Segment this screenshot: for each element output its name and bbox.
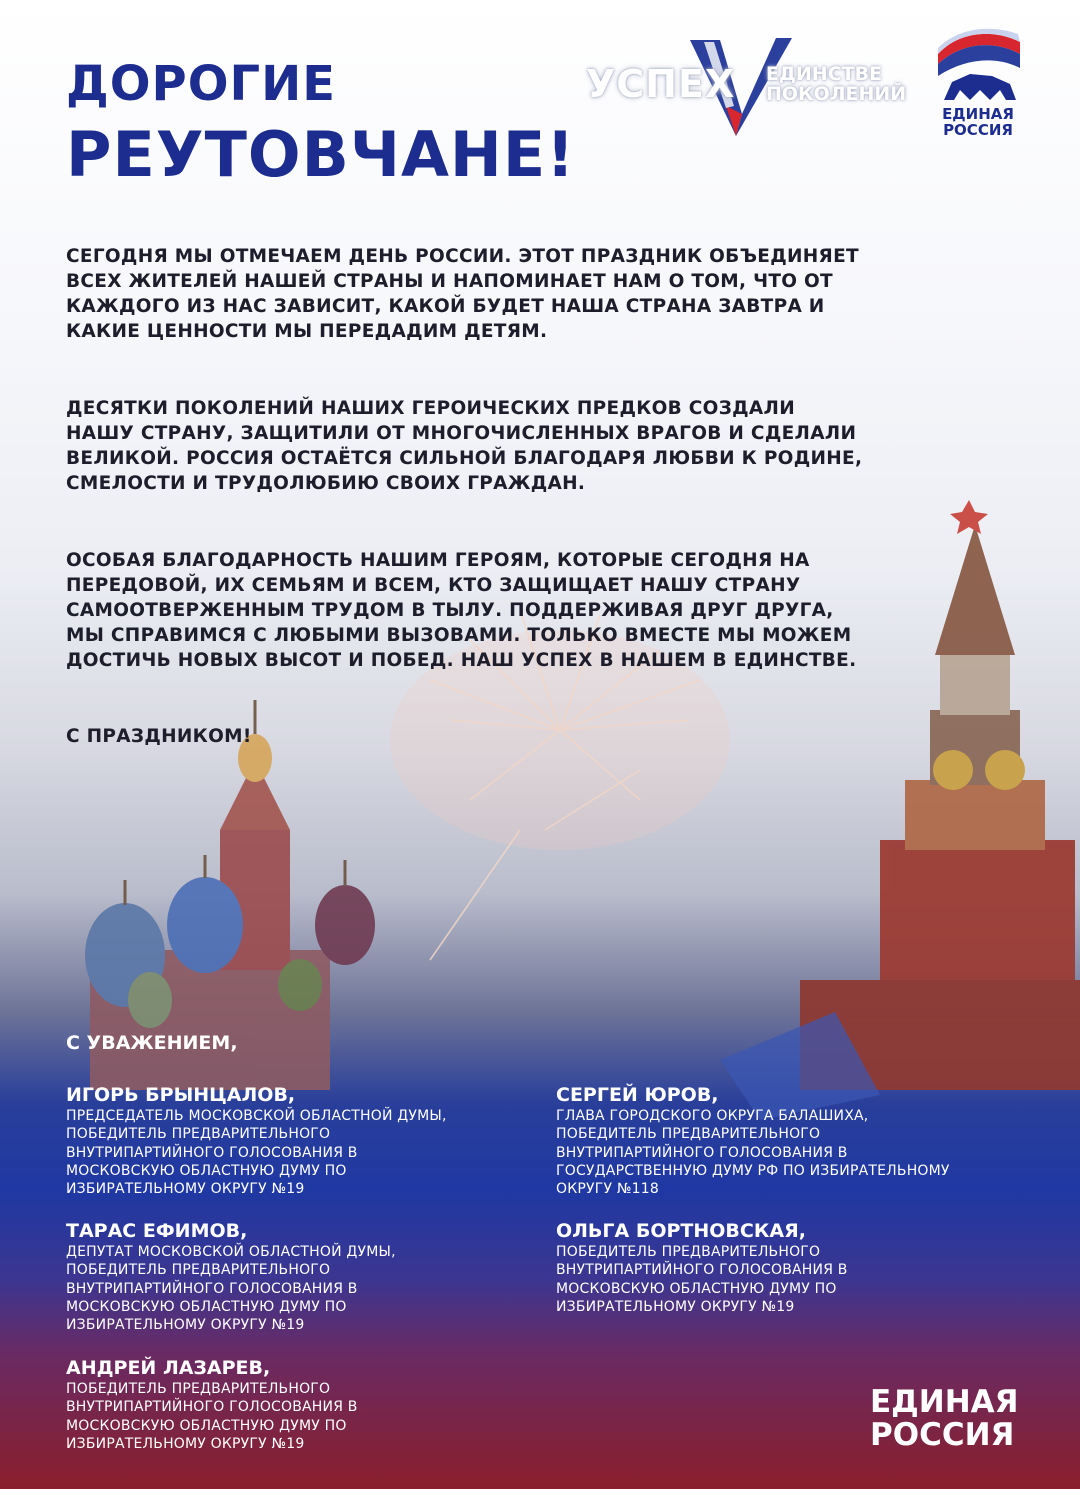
regards-label: С УВАЖЕНИЕМ, xyxy=(66,1032,238,1054)
signature-role: ПРЕДСЕДАТЕЛЬ МОСКОВСКОЙ ОБЛАСТНОЙ ДУМЫ, ПОБЕДИТЕЛЬ ПРЕДВАРИТЕЛЬНОГО ВНУТРИПАРТИЙНОГО ГОЛОСОВАНИЯ В МОСКОВСКУЮ ОБЛАСТНУЮ ДУМУ ПО ИЗБИРАТЕЛЬНОМУ ОКРУГУ №19 xyxy=(66,1108,447,1198)
footer-logo-line2: РОССИЯ xyxy=(870,1417,1015,1453)
footer-logo-line1: ЕДИНАЯ xyxy=(870,1384,1019,1420)
signature-name: ОЛЬГА БОРТНОВСКАЯ, xyxy=(556,1220,806,1242)
signature-name: АНДРЕЙ ЛАЗАРЕВ, xyxy=(66,1357,271,1379)
message-greeting: С ПРАЗДНИКОМ! xyxy=(66,726,252,747)
bear-flag-icon xyxy=(930,28,1026,104)
footer-party-logo xyxy=(870,1386,1019,1452)
uspeh-edinstve-pokoleniy-logo xyxy=(586,36,906,140)
signature-block xyxy=(66,1219,466,1334)
message-paragraph-1: СЕГОДНЯ МЫ ОТМЕЧАЕМ ДЕНЬ РОССИИ. ЭТОТ ПРАЗДНИК ОБЪЕДИНЯЕТ ВСЕХ ЖИТЕЛЕЙ НАШЕЙ СТРАНЫ И НАПОМИНАЕТ НАМ О ТОМ, ЧТО ОТ КАЖДОГО ИЗ НАС ЗАВИСИТ, КАКОЙ БУДЕТ НАША СТРАНА ЗАВТРА И КАКИЕ ЦЕННОСТИ МЫ ПЕРЕДАДИМ ДЕТЯМ. xyxy=(66,246,859,342)
uspeh-logo-sub1: ЕДИНСТВЕ xyxy=(766,63,883,85)
signature-name: ТАРАС ЕФИМОВ, xyxy=(66,1220,248,1242)
message-paragraph-2: ДЕСЯТКИ ПОКОЛЕНИЙ НАШИХ ГЕРОИЧЕСКИХ ПРЕДКОВ СОЗДАЛИ НАШУ СТРАНУ, ЗАЩИТИЛИ ОТ МНОГОЧИСЛЕННЫХ ВРАГОВ И СДЕЛАЛИ ВЕЛИКОЙ. РОССИЯ ОСТАЁТСЯ СИЛЬНОЙ БЛАГОДАРЯ ЛЮБВИ К РОДИНЕ, СМЕЛОСТИ И ТРУДОЛЮБИЮ СВОИХ ГРАЖДАН. xyxy=(66,398,863,494)
signature-name: ИГОРЬ БРЫНЦАЛОВ, xyxy=(66,1084,296,1106)
page-title-line1: ДОРОГИЕ xyxy=(66,56,337,112)
edinaya-rossiya-logo-line1: ЕДИНАЯ xyxy=(942,105,1014,123)
edinaya-rossiya-logo xyxy=(930,28,1026,140)
signature-role: ДЕПУТАТ МОСКОВСКОЙ ОБЛАСТНОЙ ДУМЫ, ПОБЕДИТЕЛЬ ПРЕДВАРИТЕЛЬНОГО ВНУТРИПАРТИЙНОГО ГОЛОСОВАНИЯ В МОСКОВСКУЮ ОБЛАСТНУЮ ДУМУ ПО ИЗБИРАТЕЛЬНОМУ ОКРУГУ №19 xyxy=(66,1244,396,1334)
uspeh-logo-sub2: ПОКОЛЕНИЙ xyxy=(766,83,907,105)
signature-role: ПОБЕДИТЕЛЬ ПРЕДВАРИТЕЛЬНОГО ВНУТРИПАРТИЙНОГО ГОЛОСОВАНИЯ В МОСКОВСКУЮ ОБЛАСТНУЮ ДУМУ ПО ИЗБИРАТЕЛЬНОМУ ОКРУГУ №19 xyxy=(66,1381,358,1452)
uspeh-logo-main: УСПЕХ xyxy=(586,62,736,106)
signature-block xyxy=(556,1219,956,1316)
signature-name: СЕРГЕЙ ЮРОВ, xyxy=(556,1084,719,1106)
message-paragraph-3: ОСОБАЯ БЛАГОДАРНОСТЬ НАШИМ ГЕРОЯМ, КОТОРЫЕ СЕГОДНЯ НА ПЕРЕДОВОЙ, ИХ СЕМЬЯМ И ВСЕМ, КТО ЗАЩИЩАЕТ НАШУ СТРАНУ САМООТВЕРЖЕННЫМ ТРУДОМ В ТЫЛУ. ПОДДЕРЖИВАЯ ДРУГ ДРУГА, МЫ СПРАВИМСЯ С ЛЮБЫМИ ВЫЗОВАМИ. ТОЛЬКО ВМЕСТЕ МЫ МОЖЕМ ДОСТИЧЬ НОВЫХ ВЫСОТ И ПОБЕД. НАШ УСПЕХ В НАШЕМ В ЕДИНСТВЕ. xyxy=(66,550,857,671)
signature-block xyxy=(556,1083,956,1198)
page-title-line2: РЕУТОВЧАНЕ! xyxy=(66,118,576,191)
edinaya-rossiya-logo-line2: РОССИЯ xyxy=(943,121,1013,139)
signature-role: ПОБЕДИТЕЛЬ ПРЕДВАРИТЕЛЬНОГО ВНУТРИПАРТИЙНОГО ГОЛОСОВАНИЯ В МОСКОВСКУЮ ОБЛАСТНУЮ ДУМУ ПО ИЗБИРАТЕЛЬНОМУ ОКРУГУ №19 xyxy=(556,1244,848,1315)
signature-block xyxy=(66,1083,466,1198)
signature-block xyxy=(66,1356,466,1453)
signature-role: ГЛАВА ГОРОДСКОГО ОКРУГА БАЛАШИХА, ПОБЕДИТЕЛЬ ПРЕДВАРИТЕЛЬНОГО ВНУТРИПАРТИЙНОГО ГОЛОСОВАНИЯ В ГОСУДАРСТВЕННУЮ ДУМУ РФ ПО ИЗБИРАТЕЛЬНОМУ ОКРУГУ №118 xyxy=(556,1108,950,1198)
